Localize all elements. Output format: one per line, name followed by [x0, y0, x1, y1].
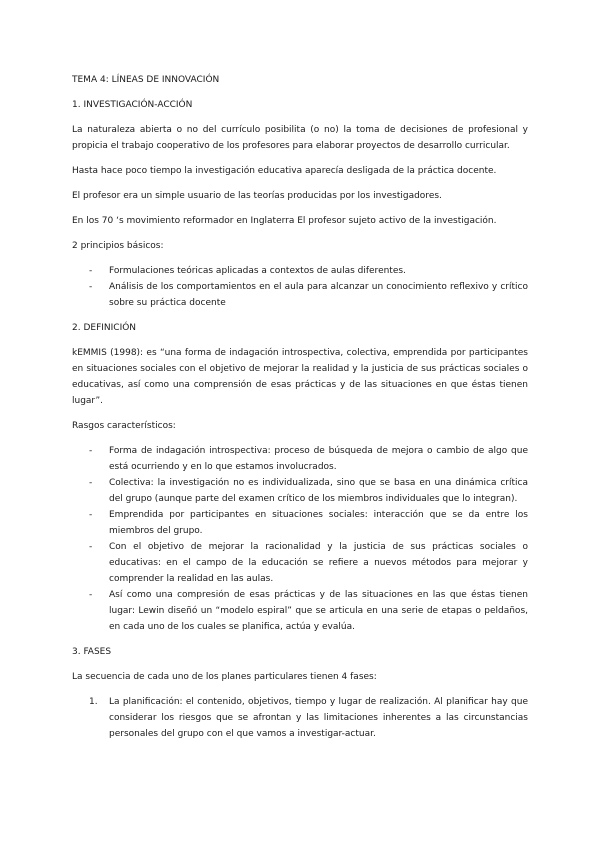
principles-list [72, 263, 528, 311]
list-item-text: Así como una compresión de esas prácticas y de las situaciones en las que éstas tienen lugar: Lewin diseñó un “modelo espiral” que se articula en una serie de etapas o peldaños, en cada uno de los cuales se planifica, actúa y evalúa. [109, 590, 528, 632]
principles-label: 2 principios básicos: [72, 241, 164, 251]
number-marker: 1. [89, 697, 98, 707]
list-item-text: Análisis de los comportamientos en el aula para alcanzar un conocimiento reflexivo y crítico sobre su práctica docente [109, 282, 528, 308]
list-item [72, 443, 528, 475]
list-item [72, 507, 528, 539]
list-item [72, 475, 528, 507]
section-heading-fases: 3. FASES [72, 647, 112, 657]
dash-marker: - [89, 446, 93, 456]
list-item-text: Con el objetivo de mejorar la racionalidad y la justicia de sus prácticas sociales o educativas: en el campo de la educación se refiere a nuevos métodos para mejorar y comprender la realidad en las aulas. [109, 542, 528, 584]
dash-marker: - [89, 510, 93, 520]
document-title: TEMA 4: LÍNEAS DE INNOVACIÓN [72, 75, 220, 85]
list-item [72, 279, 528, 311]
definition-paragraph: kEMMIS (1998): es “una forma de indagación introspectiva, colectiva, emprendida por participantes en situaciones sociales con el objetivo de mejorar la realidad y la justicia de sus prácticas sociales o educativas, así como una comprensión de esas prácticas y de las situaciones en que éstas tienen lugar”. [72, 348, 528, 406]
list-item [72, 587, 528, 635]
dash-marker: - [89, 590, 93, 600]
paragraph: En los 70 ‘s movimiento reformador en Inglaterra El profesor sujeto activo de la investigación. [72, 216, 497, 226]
list-item-text: Formulaciones teóricas aplicadas a contextos de aulas diferentes. [109, 266, 406, 276]
list-item [72, 694, 528, 742]
document-page [72, 72, 528, 742]
features-label: Rasgos característicos: [72, 421, 176, 431]
list-item-text: Colectiva: la investigación no es individualizada, sino que se basa en una dinámica crítica del grupo (aunque parte del examen crítico de los miembros individuales que lo integran). [109, 478, 528, 504]
section-heading-definicion: 2. DEFINICIÓN [72, 323, 137, 333]
paragraph: Hasta hace poco tiempo la investigación educativa aparecía desligada de la práctica docente. [72, 166, 497, 176]
list-item-text: La planificación: el contenido, objetivos, tiempo y lugar de realización. Al planificar hay que considerar los riesgos que se afrontan y las limitaciones inherentes a las circunstancias personales del grupo con el que vamos a investigar-actuar. [109, 697, 528, 739]
phases-intro: La secuencia de cada uno de los planes particulares tienen 4 fases: [72, 672, 377, 682]
dash-marker: - [89, 478, 93, 488]
list-item [72, 539, 528, 587]
dash-marker: - [89, 266, 93, 276]
dash-marker: - [89, 282, 93, 292]
section-heading-investigacion: 1. INVESTIGACIÓN-ACCIÓN [72, 100, 193, 110]
list-item-text: Forma de indagación introspectiva: proceso de búsqueda de mejora o cambio de algo que está ocurriendo y en lo que estamos involucrados. [109, 446, 528, 472]
features-list [72, 443, 528, 635]
list-item-text: Emprendida por participantes en situaciones sociales: interacción que se da entre los miembros del grupo. [109, 510, 528, 536]
paragraph: El profesor era un simple usuario de las teorías producidas por los investigadores. [72, 191, 442, 201]
list-item [72, 263, 528, 279]
phases-list [72, 694, 528, 742]
paragraph: La naturaleza abierta o no del currículo posibilita (o no) la toma de decisiones de profesional y propicia el trabajo cooperativo de los profesores para elaborar proyectos de desarrollo curricular. [72, 125, 528, 151]
dash-marker: - [89, 542, 93, 552]
